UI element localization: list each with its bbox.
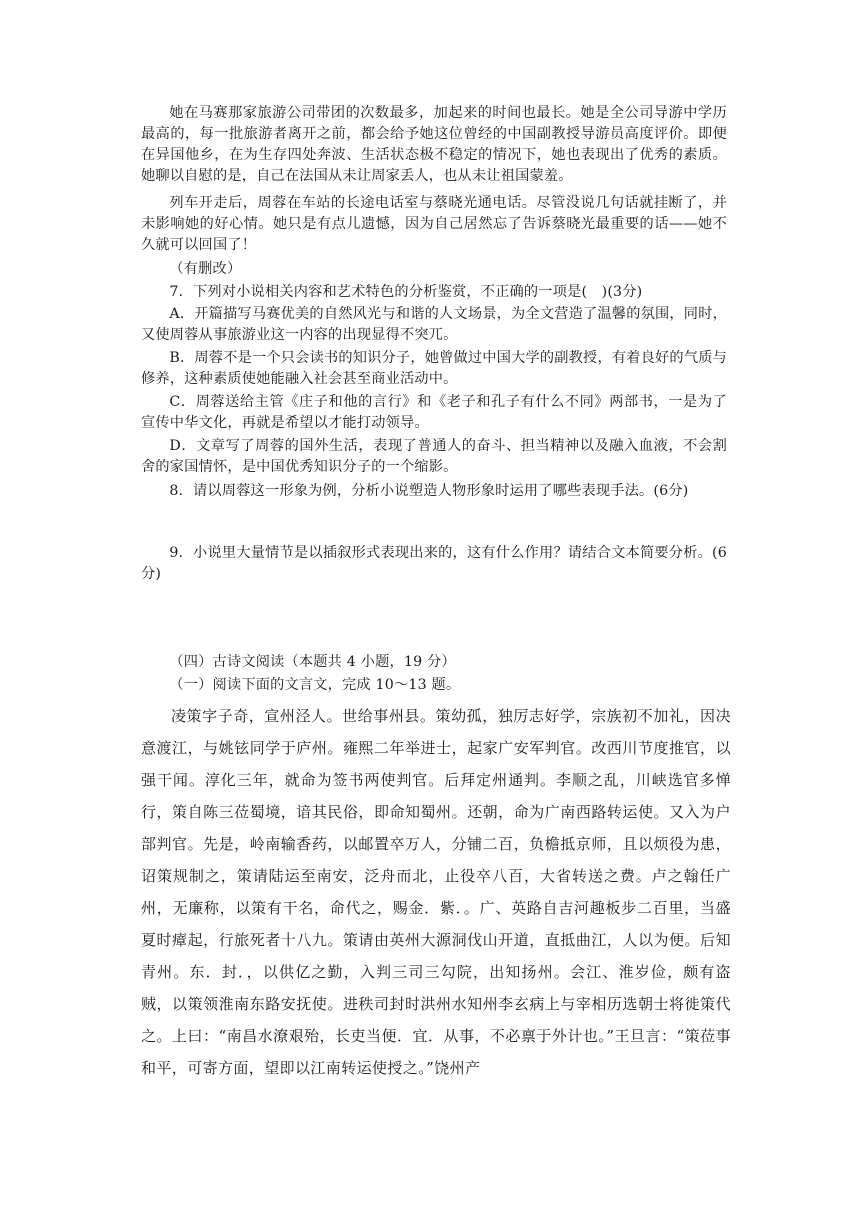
question-7-option-d: D．文章写了周蓉的国外生活，表现了普通人的奋斗、担当精神以及融入血液，不会割舍的家国情怀，是中国优秀知识分子的一个缩影。 bbox=[141, 438, 727, 475]
story-paragraph-2: 列车开走后，周蓉在车站的长途电话室与蔡晓光通电话。尽管没说几句话就挂断了，并未影响她的好心情。她只是有点儿遗憾，因为自己居然忘了告诉蔡晓光最重要的话——她不久就可以回国了！ bbox=[141, 195, 727, 253]
question-7-option-b: B．周蓉不是一个只会读书的知识分子，她曾做过中国大学的副教授，有着良好的气质与修养，这种素质使她能融入社会甚至商业活动中。 bbox=[141, 350, 727, 387]
question-7: 7．下列对小说相关内容和艺术特色的分析鉴赏，不正确的一项是( )(3分) bbox=[169, 284, 643, 300]
question-8: 8．请以周蓉这一形象为例，分析小说塑造人物形象时运用了哪些表现手法。(6分) bbox=[169, 483, 689, 499]
question-7-option-c: C．周蓉送给主管《庄子和他的言行》和《老子和孔子有什么不同》两部书，一是为了宣传中华文化，再就是希望以才能打动领导。 bbox=[141, 394, 727, 431]
story-paragraph-1: 她在马赛那家旅游公司带团的次数最多，加起来的时间也最长。她是全公司导游中学历最高的，每一批旅游者离开之前，都会给予她这位曾经的中国副教授导游员高度评价。即便在异国他乡，在为生存四处奔波、生活状态极不稳定的情况下，她也表现出了优秀的素质。她聊以自慰的是，自己在法国从未让周家丢人，也从未让祖国蒙羞。 bbox=[141, 105, 727, 184]
section-subheading: （一）阅读下面的文言文，完成 10～13 题。 bbox=[169, 677, 461, 693]
abridged-note: （有删改） bbox=[169, 261, 242, 277]
question-9: 9．小说里大量情节是以插叙形式表现出来的，这有什么作用？请结合文本简要分析。(6分) bbox=[141, 545, 727, 582]
classical-chinese-passage: 凌策字子奇，宣州泾人。世给事州县。策幼孤，独厉志好学，宗族初不加礼，因决意渡江，与姚铉同学于庐州。雍熙二年举进士，起家广安军判官。改西川节度推官，以强干闻。淳化三年，就命为签书两使判官。后拜定州通判。李顺之乱，川峡选官多惮行，策自陈三莅蜀境，谙其民俗，即命知蜀州。还朝，命为广南西路转运使。又入为户部判官。先是，岭南输香药，以邮置卒万人，分铺二百，负檐抵京师，且以烦役为患，诏策规制之，策请陆运至南安，泛舟而北，止役卒八百，大省转送之费。卢之翰任广州，无廉称，以策有干名，命代之，赐金．紫．。广、英路自吉河趣板步二百里，当盛夏时瘴起，行旅死者十八九。策请由英州大源洞伐山开道，直抵曲江，人以为便。后知青州。东．封．，以供亿之勤，入判三司三勾院，出知扬州。会江、淮岁俭，颇有盗贼，以策领淮南东路安抚使。进秩司封时洪州水知州李玄病上与宰相历选朝士将徙策代之。上曰：“南昌水潦艰殆，长吏当便．宜．从事，不必禀于外计也。”王旦言：“策莅事和平，可寄方面，望即以江南转运使授之。”饶州产 bbox=[141, 707, 731, 1077]
question-7-option-a: A．开篇描写马赛优美的自然风光与和谐的人文场景，为全文营造了温馨的氛围，同时，又使周蓉从事旅游业这一内容的出现显得不突兀。 bbox=[141, 306, 727, 343]
section-heading: （四）古诗文阅读（本题共 4 小题，19 分） bbox=[169, 654, 456, 670]
